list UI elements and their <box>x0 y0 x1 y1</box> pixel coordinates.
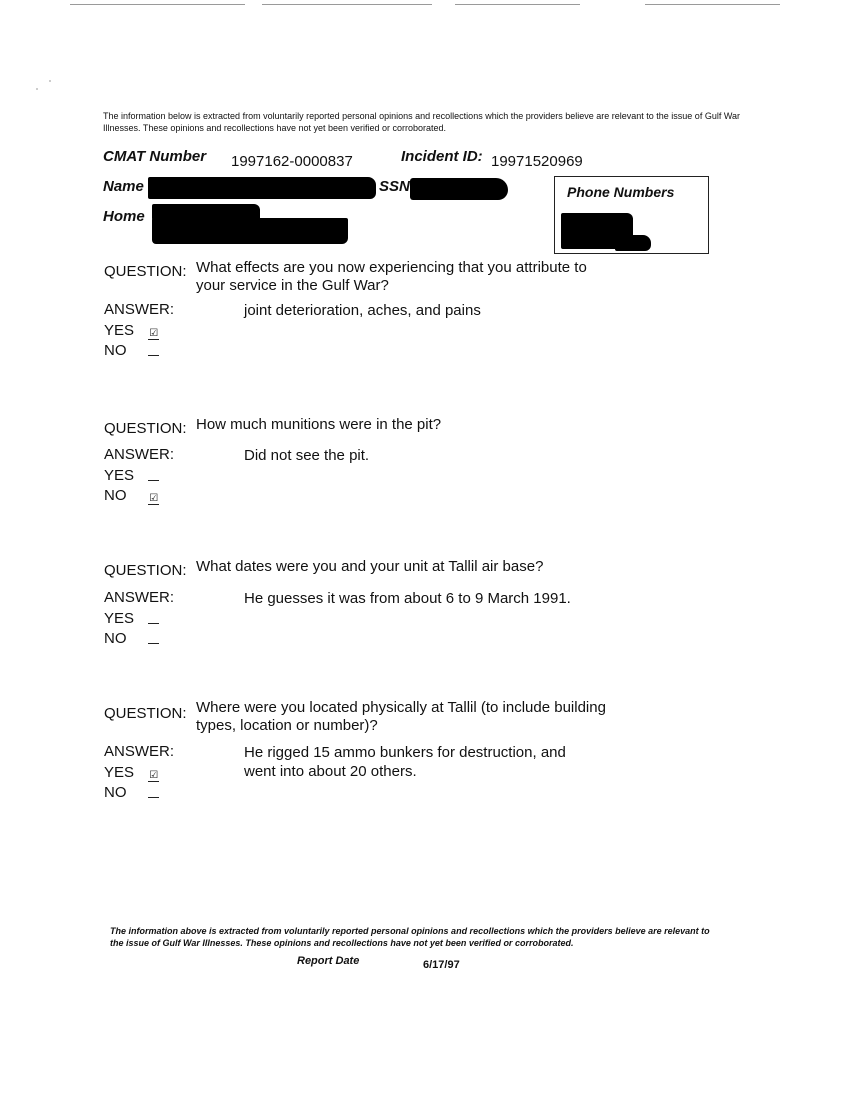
qa-item <box>104 699 704 801</box>
yes-checkbox <box>148 469 159 481</box>
scan-speck <box>36 88 38 90</box>
question-label: QUESTION: <box>104 420 187 437</box>
answer-text: He rigged 15 ammo bunkers for destruction, and went into about 20 others. <box>244 744 566 780</box>
cmat-number-value: 1997162-0000837 <box>231 153 353 170</box>
scan-line <box>262 4 432 5</box>
no-option <box>104 487 159 504</box>
question-text: How much munitions were in the pit? <box>196 416 442 433</box>
no-checkbox: ☑ <box>149 493 159 504</box>
yes-option <box>104 610 159 627</box>
answer-label: ANSWER: <box>104 589 175 606</box>
yes-option <box>104 467 159 484</box>
yes-option <box>104 764 159 781</box>
ssn-label: SSN <box>379 178 410 195</box>
yes-label: YES <box>104 764 135 781</box>
question-row <box>104 416 704 444</box>
answer-block <box>104 589 704 649</box>
no-label: NO <box>104 784 127 801</box>
no-label: NO <box>104 630 127 647</box>
phone-numbers-label: Phone Numbers <box>567 184 675 200</box>
yes-option <box>104 322 159 339</box>
ssn-redaction <box>410 178 508 200</box>
phone-redaction <box>615 235 651 251</box>
scan-line <box>645 4 780 5</box>
scan-line <box>70 4 245 5</box>
no-checkbox <box>148 786 159 798</box>
question-row <box>104 558 704 587</box>
qa-item <box>104 416 704 504</box>
incident-id-value: 19971520969 <box>491 153 583 170</box>
yes-checkbox <box>148 612 159 624</box>
question-row <box>104 259 704 299</box>
answer-text: Did not see the pit. <box>244 447 370 464</box>
report-date-label: Report Date <box>297 955 360 967</box>
incident-id-label: Incident ID: <box>401 148 483 165</box>
name-label: Name <box>103 178 144 195</box>
answer-block <box>104 301 704 361</box>
question-text: Where were you located physically at Tallil (to include building types, location or number)? <box>196 699 606 734</box>
header-disclaimer: The information below is extracted from voluntarily reported personal opinions and recollections which the providers believe are relevant to the issue of Gulf War Illnesses. These opinions and recollections have not yet been verified or corroborated. <box>103 111 740 133</box>
no-checkbox <box>148 344 159 356</box>
qa-item <box>104 259 704 359</box>
answer-block <box>104 743 704 803</box>
footer-disclaimer: The information above is extracted from voluntarily reported personal opinions and recollections which the providers believe are relevant to the issue of Gulf War Illnesses. These opinions and recollections have not yet been verified or corroborated. <box>110 926 710 948</box>
scan-speck <box>49 80 51 82</box>
no-label: NO <box>104 342 127 359</box>
yes-label: YES <box>104 467 135 484</box>
answer-label: ANSWER: <box>104 446 175 463</box>
yes-checkbox: ☑ <box>149 770 159 781</box>
question-label: QUESTION: <box>104 562 187 579</box>
no-label: NO <box>104 487 127 504</box>
yes-label: YES <box>104 610 135 627</box>
no-option <box>104 342 159 359</box>
home-redaction <box>152 218 348 244</box>
answer-text: He guesses it was from about 6 to 9 March 1991. <box>244 590 571 607</box>
answer-label: ANSWER: <box>104 301 175 318</box>
no-option <box>104 784 159 801</box>
yes-label: YES <box>104 322 135 339</box>
yes-checkbox: ☑ <box>149 328 159 339</box>
question-label: QUESTION: <box>104 705 187 722</box>
qa-item <box>104 558 704 647</box>
phone-numbers-box <box>554 176 709 254</box>
report-date-value: 6/17/97 <box>423 959 460 971</box>
answer-label: ANSWER: <box>104 743 175 760</box>
no-checkbox <box>148 632 159 644</box>
no-option <box>104 630 159 647</box>
question-text: What effects are you now experiencing that you attribute to your service in the Gulf War? <box>196 259 587 294</box>
home-label: Home <box>103 208 145 225</box>
cmat-number-label: CMAT Number <box>103 148 207 165</box>
question-row <box>104 699 704 741</box>
name-redaction <box>148 177 376 199</box>
answer-text: joint deterioration, aches, and pains <box>244 302 481 319</box>
question-text: What dates were you and your unit at Tallil air base? <box>196 558 544 575</box>
question-label: QUESTION: <box>104 263 187 280</box>
answer-block <box>104 446 704 506</box>
scan-line <box>455 4 580 5</box>
